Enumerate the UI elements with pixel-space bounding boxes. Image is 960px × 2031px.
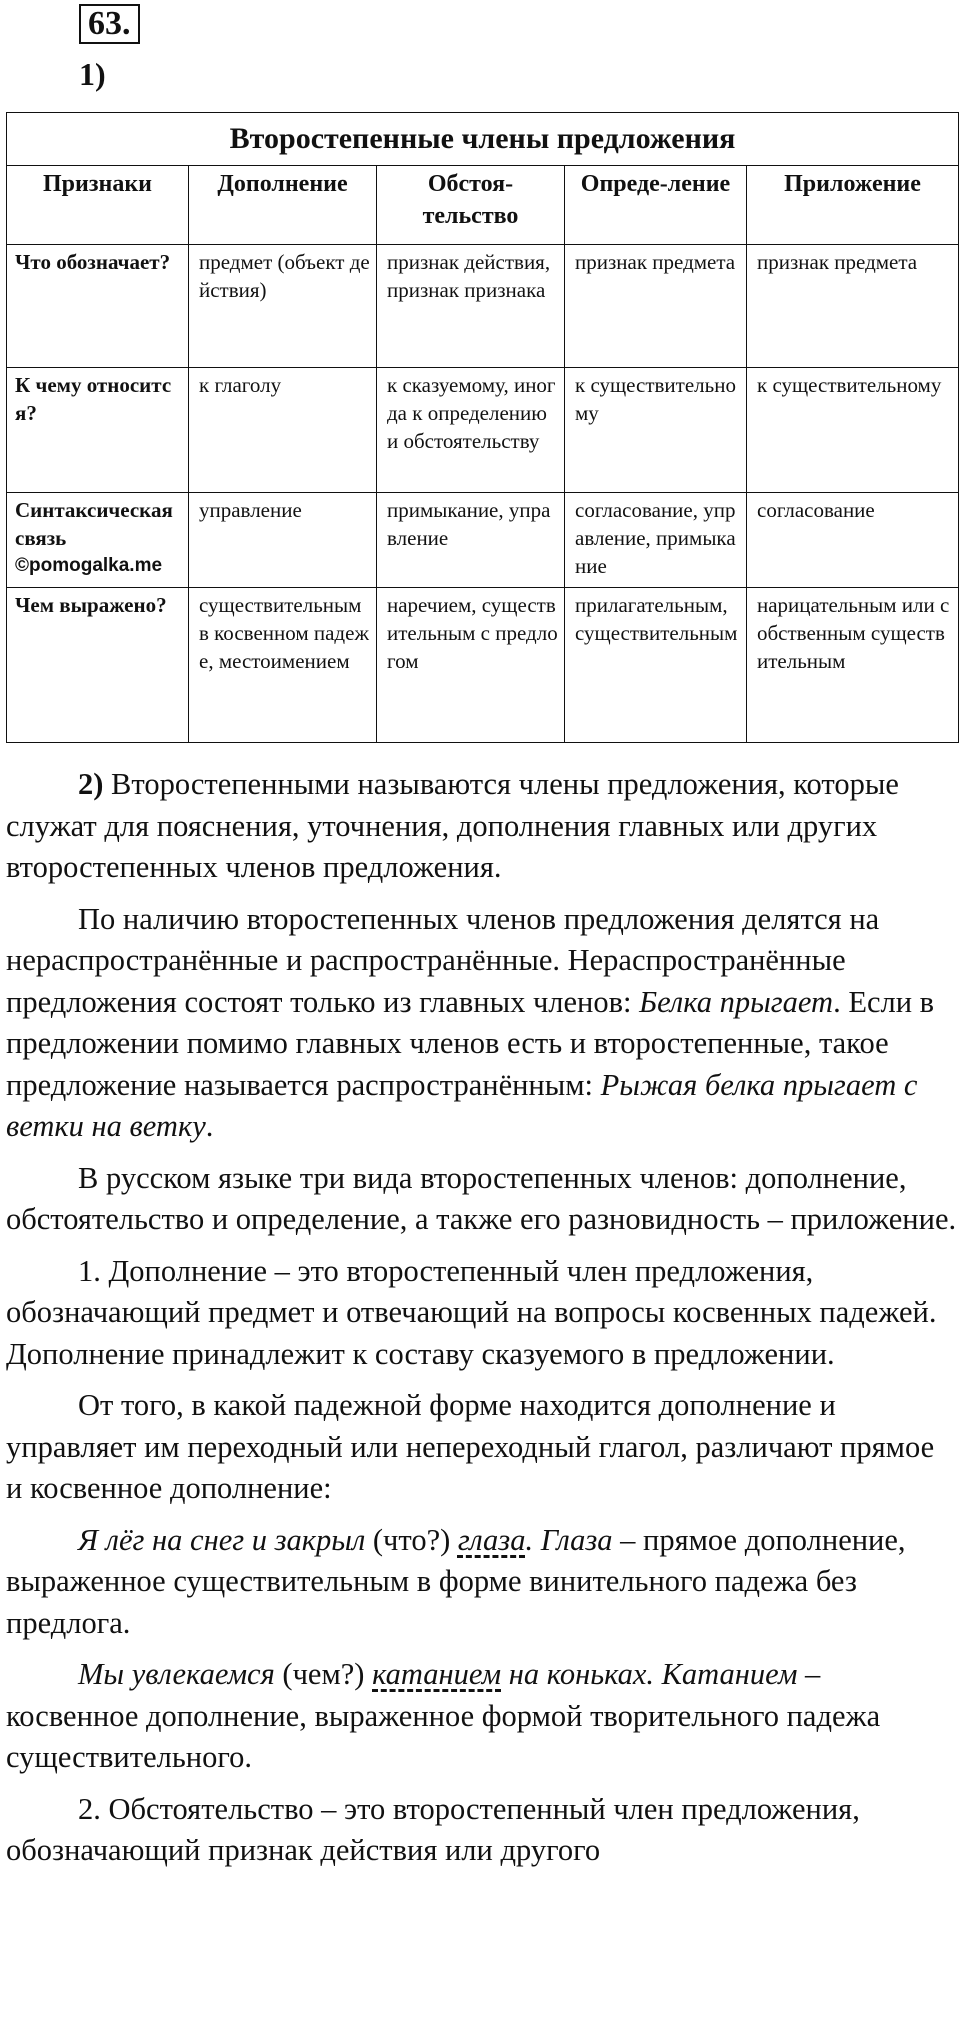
example-paragraph: Мы увлекаемся (чем?) катанием на коньках. Катанием – косвенное дополнение, выраженное формой творительного падежа существительного.: [6, 1657, 881, 1774]
table-cell: к сказуемому, иногда к определению и обстоятельству: [377, 368, 565, 493]
table-cell: существительным в косвенном падеже, местоимением: [189, 588, 377, 743]
paragraph: 2) Второстепенными называются члены предложения, которые служат для пояснения, уточнения, дополнения главных или других второстепенных членов предложения.: [6, 767, 899, 884]
table-cell: предмет (объект действия): [189, 245, 377, 368]
row-label: К чему относится?: [7, 368, 189, 493]
part2-label: 2): [78, 767, 104, 801]
paragraph: По наличию второстепенных членов предложения делятся на нераспространённые и распространённые. Нераспространённые предложения состоят только из главных членов: Белка прыгает. Если в предложении помимо главных членов есть и второстепенные, такое предложение называется распространённым: Рыжая белка прыгает с ветки на ветку.: [6, 901, 935, 1143]
header-cell: Приложение: [747, 166, 959, 245]
table-title: Второстепенные члены предложения: [7, 113, 959, 166]
table-row: [7, 493, 959, 588]
table-header-row: [7, 166, 959, 245]
row-label: Чем выражено?: [7, 588, 189, 743]
body-text: [6, 764, 958, 1882]
example: Белка прыгает: [639, 984, 834, 1019]
table-cell: к глаголу: [189, 368, 377, 493]
object-word: глаза: [457, 1522, 526, 1557]
part1-label: 1): [79, 56, 106, 92]
table-cell: управление: [189, 493, 377, 588]
table-cell: согласование: [747, 493, 959, 588]
table-cell: признак предмета: [747, 245, 959, 368]
table-row: [7, 368, 959, 493]
header-cell: Опреде-ление: [565, 166, 747, 245]
table-cell: прилагательным, существительным: [565, 588, 747, 743]
paragraph: 2. Обстоятельство – это второстепенный член предложения, обозначающий признак действия или другого: [6, 1791, 860, 1867]
exercise-number: 63.: [79, 4, 140, 44]
row-label: Что обозначает?: [7, 245, 189, 368]
header-cell: Признаки: [7, 166, 189, 245]
example-paragraph: Я лёг на снег и закрыл (что?) глаза. Глаза – прямое дополнение, выраженное существительным в форме винительного падежа без предлога.: [6, 1522, 906, 1640]
paragraph: От того, в какой падежной форме находится дополнение и управляет им переходный или непереходный глагол, различают прямое и косвенное дополнение:: [6, 1388, 935, 1505]
minor-members-table: [6, 112, 959, 743]
table-cell: к существительному: [565, 368, 747, 493]
paragraph: 1. Дополнение – это второстепенный член предложения, обозначающий предмет и отвечающий на вопросы косвенных падежей. Дополнение принадлежит к составу сказуемого в предложении.: [6, 1253, 937, 1371]
table-cell: примыкание, управление: [377, 493, 565, 588]
table-cell: нарицательным или собственным существительным: [747, 588, 959, 743]
table-cell: наречием, существительным с предлогом: [377, 588, 565, 743]
example: Рыжая белка прыгает с ветки на ветку: [6, 1067, 918, 1143]
paragraph: В русском языке три вида второстепенных членов: дополнение, обстоятельство и определение, а также его разновидность – приложение.: [6, 1160, 957, 1236]
table-cell: к существительному: [747, 368, 959, 493]
header-cell: Дополнение: [189, 166, 377, 245]
header-cell: Обстоя-тельство: [377, 166, 565, 245]
table-cell: согласование, управление, примыкание: [565, 493, 747, 588]
watermark-text: ©pomogalka.me: [15, 555, 163, 576]
object-word: катанием: [372, 1657, 502, 1691]
row-label: Синтаксическая связь ©pomogalka.me: [7, 493, 189, 588]
table-row: [7, 588, 959, 743]
table-cell: признак предмета: [565, 245, 747, 368]
table-cell: признак действия, признак признака: [377, 245, 565, 368]
table-row: [7, 245, 959, 368]
